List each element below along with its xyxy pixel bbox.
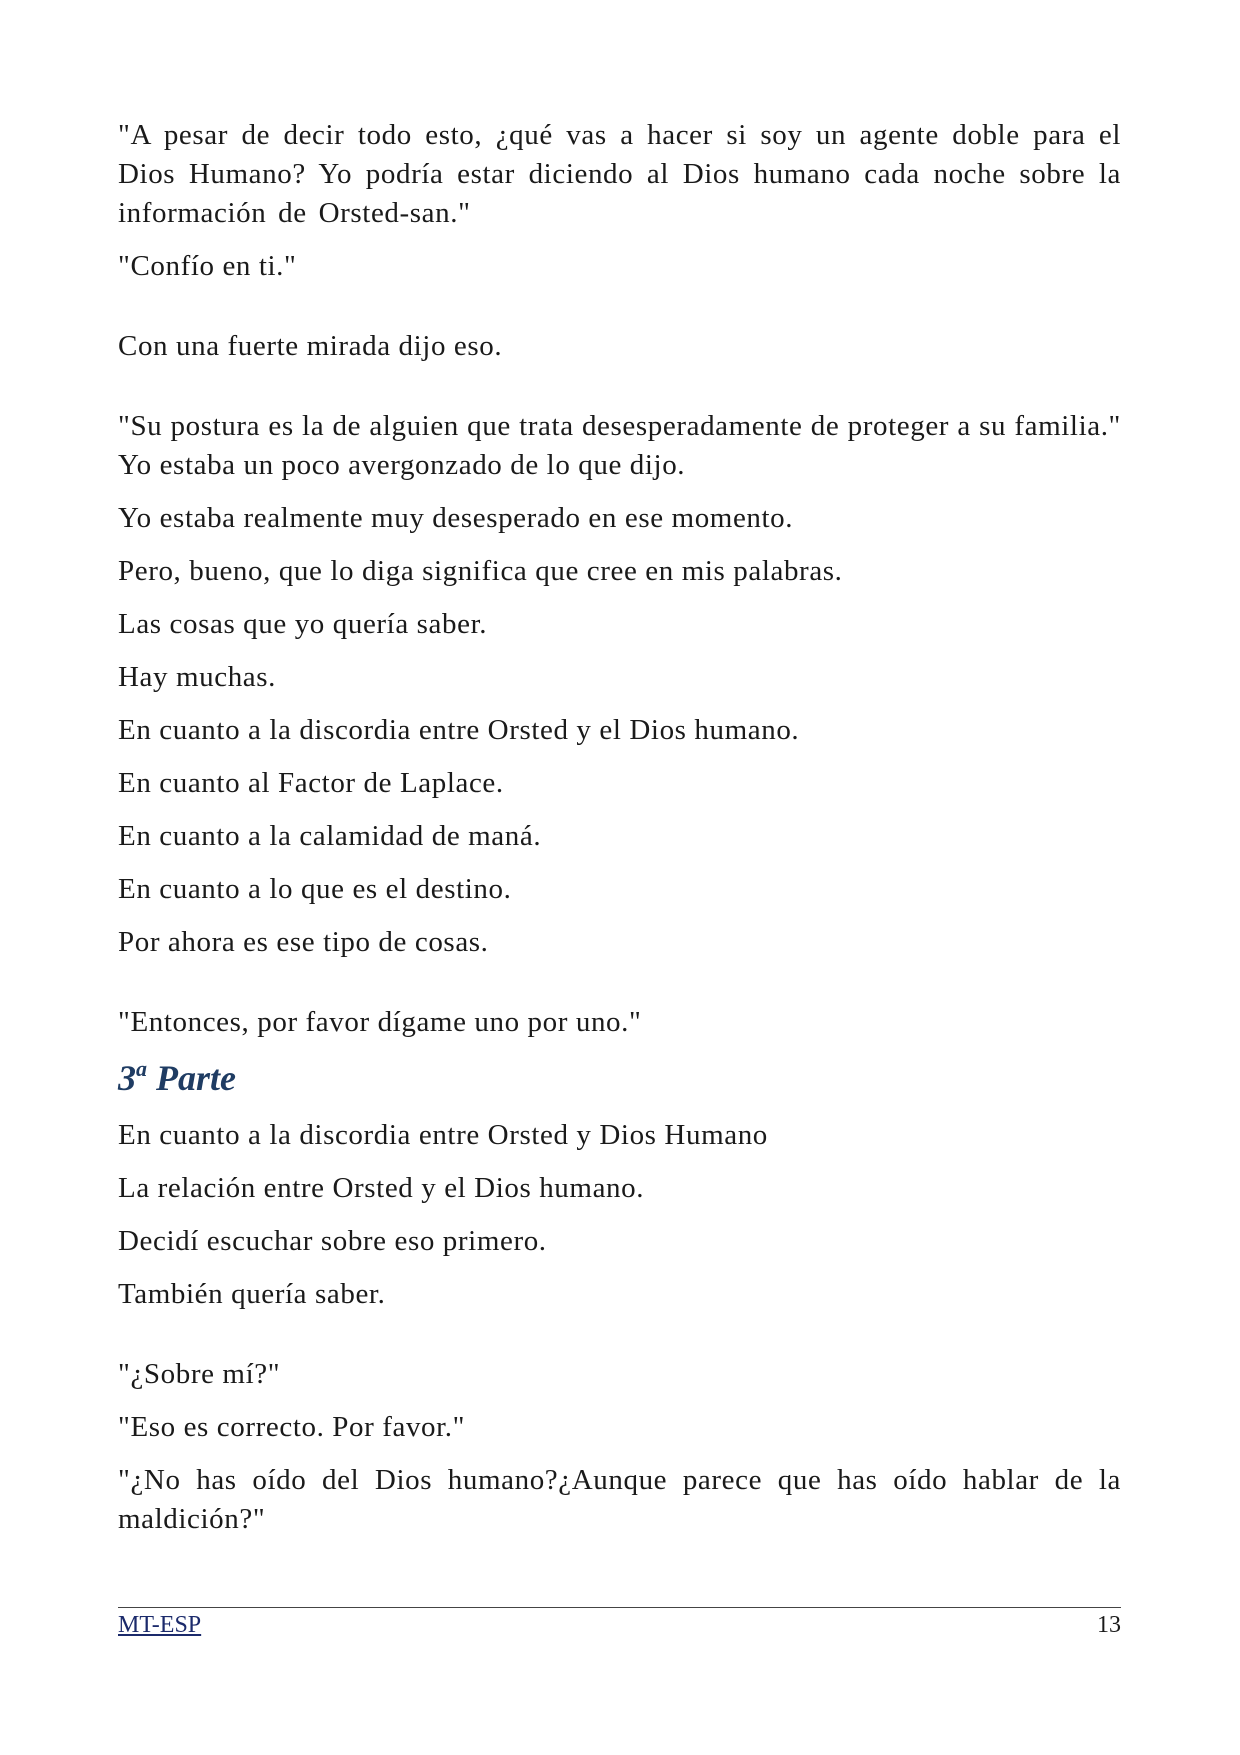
paragraph: En cuanto a la calamidad de maná. — [118, 820, 542, 852]
paragraph: En cuanto al Factor de Laplace. — [118, 767, 504, 799]
page-number: 13 — [1097, 1612, 1121, 1638]
paragraph: En cuanto a lo que es el destino. — [118, 873, 512, 905]
paragraph: Con una fuerte mirada dijo eso. — [118, 330, 503, 362]
paragraph: Yo estaba realmente muy desesperado en ese momento. — [118, 502, 794, 534]
paragraph: "Su postura es la de alguien que trata desesperadamente de proteger a su familia." Yo estaba un poco avergonzado de lo que dijo. — [118, 410, 1121, 481]
paragraph: "Confío en ti." — [118, 250, 297, 282]
paragraph: "¿No has oído del Dios humano?¿Aunque parece que has oído hablar de la maldición?" — [118, 1464, 1121, 1535]
paragraph: Las cosas que yo quería saber. — [118, 608, 488, 640]
paragraph: En cuanto a la discordia entre Orsted y Dios Humano — [118, 1119, 768, 1151]
paragraph: "Eso es correcto. Por favor." — [118, 1411, 466, 1443]
section-heading — [118, 1056, 1121, 1100]
paragraph: "A pesar de decir todo esto, ¿qué vas a hacer si soy un agente doble para el Dios Humano? Yo podría estar diciendo al Dios humano cada noche sobre la información de Orsted-san." — [118, 119, 1121, 229]
footer-link[interactable]: MT-ESP — [118, 1612, 202, 1638]
paragraph: "¿Sobre mí?" — [118, 1358, 281, 1390]
paragraph: Por ahora es ese tipo de cosas. — [118, 926, 489, 958]
heading-superscript: a — [136, 1056, 147, 1081]
paragraph: También quería saber. — [118, 1278, 386, 1310]
paragraph: Decidí escuchar sobre eso primero. — [118, 1225, 547, 1257]
heading-number: 3 — [118, 1058, 136, 1098]
paragraph: Pero, bueno, que lo diga significa que cree en mis palabras. — [118, 555, 843, 587]
paragraph: En cuanto a la discordia entre Orsted y el Dios humano. — [118, 714, 800, 746]
document-page — [118, 116, 1121, 1553]
page-footer — [118, 1607, 1121, 1640]
paragraph: La relación entre Orsted y el Dios humano. — [118, 1172, 645, 1204]
paragraph: "Entonces, por favor dígame uno por uno." — [118, 1006, 642, 1038]
heading-title: Parte — [147, 1058, 236, 1098]
paragraph: Hay muchas. — [118, 661, 277, 693]
